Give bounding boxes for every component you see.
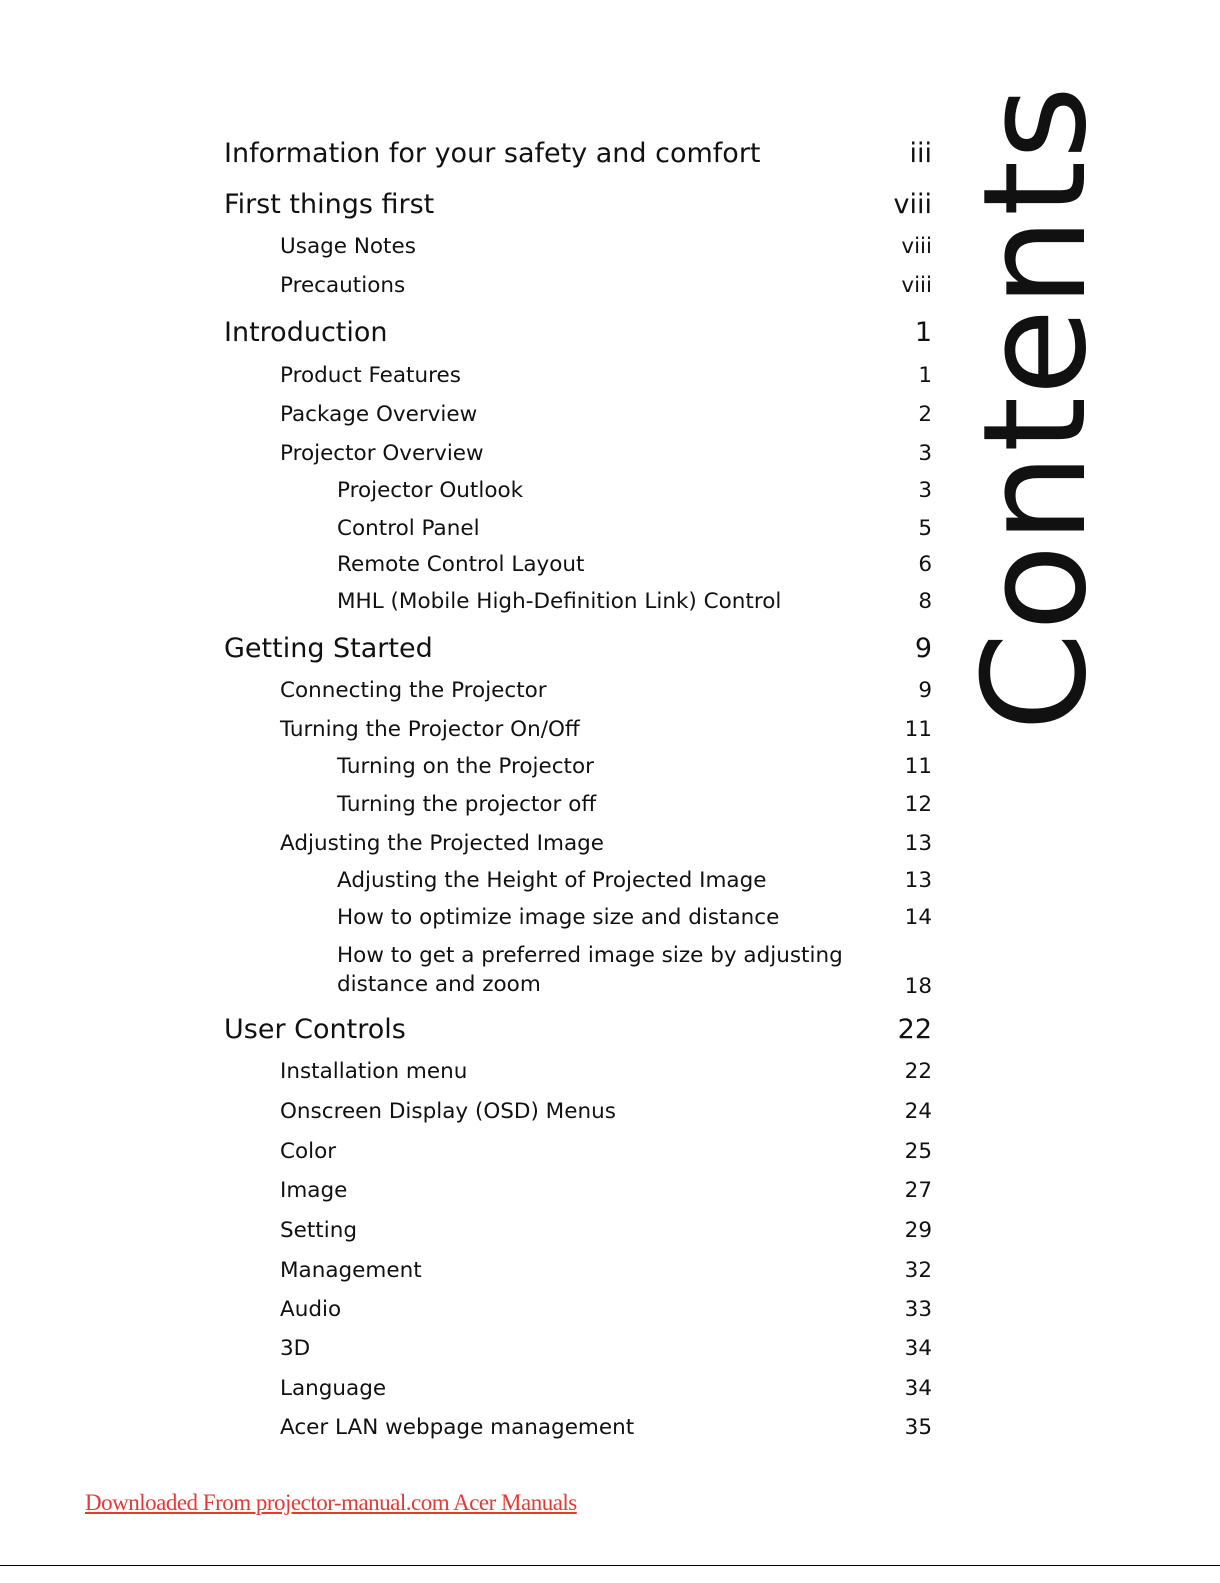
toc-entry-level-2[interactable] (280, 1139, 932, 1164)
toc-entry-page: 2 (918, 402, 932, 427)
toc-entry-title: 3D (280, 1336, 311, 1361)
toc-entry-level-2[interactable] (280, 1099, 932, 1124)
toc-entry-page: 34 (904, 1336, 932, 1361)
toc-entry-title: Control Panel (337, 516, 480, 541)
toc-entry-title: User Controls (224, 1014, 406, 1045)
toc-entry-title: Getting Started (224, 633, 433, 664)
toc-entry-page: 9 (914, 633, 932, 664)
toc-entry-page: 5 (918, 516, 932, 541)
toc-entry-page: 3 (918, 441, 932, 466)
toc-entry-level-2[interactable] (280, 1178, 932, 1203)
toc-entry-title: Management (280, 1258, 422, 1283)
toc-entry-level-3[interactable] (337, 868, 932, 893)
toc-entry-page: 3 (918, 478, 932, 503)
toc-entry-level-1[interactable] (224, 138, 932, 169)
toc-entry-page: iii (909, 138, 932, 169)
toc-entry-level-2[interactable] (280, 1376, 932, 1401)
toc-entry-level-2[interactable] (280, 273, 932, 298)
toc-entry-page: viii (901, 273, 932, 298)
toc-entry-title: Projector Overview (280, 441, 484, 466)
toc-entry-level-3[interactable] (337, 589, 932, 614)
toc-entry-level-2[interactable] (280, 1297, 932, 1322)
toc-entry-page: 27 (904, 1178, 932, 1203)
toc-entry-level-2[interactable] (280, 1336, 932, 1361)
toc-entry-level-3[interactable] (337, 792, 932, 817)
toc-entry-title: Language (280, 1376, 387, 1401)
toc-entry-level-3[interactable] (337, 516, 932, 541)
toc-entry-page: 12 (904, 792, 932, 817)
toc-entry-page: 24 (904, 1099, 932, 1124)
toc-entry-page: 22 (897, 1014, 932, 1045)
toc-entry-page: 32 (904, 1258, 932, 1283)
toc-entry-title: Onscreen Display (OSD) Menus (280, 1099, 616, 1124)
toc-entry-title: Introduction (224, 317, 388, 348)
contents-side-title: Contents (953, 84, 1118, 732)
toc-entry-level-2[interactable] (280, 1258, 932, 1283)
toc-entry-level-2[interactable] (280, 678, 932, 703)
toc-entry-page: 11 (904, 754, 932, 779)
toc-entry-title: Audio (280, 1297, 342, 1322)
toc-entry-title: Installation menu (280, 1059, 468, 1084)
toc-entry-title: Remote Control Layout (337, 552, 585, 577)
toc-entry-page: 22 (904, 1059, 932, 1084)
toc-entry-title: First things first (224, 189, 435, 220)
toc-entry-page: 18 (904, 974, 932, 999)
toc-entry-title: How to optimize image size and distance (337, 905, 780, 930)
toc-entry-level-2[interactable] (280, 402, 932, 427)
toc-entry-level-3[interactable] (337, 552, 932, 577)
toc-entry-page: 33 (904, 1297, 932, 1322)
toc-entry-level-3[interactable] (337, 754, 932, 779)
toc-entry-level-2[interactable] (280, 1218, 932, 1243)
toc-entry-title: Projector Outlook (337, 478, 524, 503)
toc-entry-title: Color (280, 1139, 337, 1164)
toc-entry-page: 35 (904, 1415, 932, 1440)
toc-entry-title: Adjusting the Projected Image (280, 831, 605, 856)
toc-entry-page: 25 (904, 1139, 932, 1164)
toc-entry-page: viii (901, 234, 932, 259)
toc-entry-page: 6 (918, 552, 932, 577)
bottom-divider (0, 1565, 1220, 1566)
toc-entry-page: viii (893, 189, 932, 220)
toc-entry-page: 11 (904, 717, 932, 742)
toc-entry-title: Adjusting the Height of Projected Image (337, 868, 767, 893)
toc-entry-level-1[interactable] (224, 1014, 932, 1045)
toc-entry-level-3[interactable] (337, 478, 932, 503)
toc-entry-title: Connecting the Projector (280, 678, 547, 703)
toc-entry-title: Turning the Projector On/Off (280, 717, 580, 742)
toc-entry-title: Precautions (280, 273, 406, 298)
toc-entry-title: Usage Notes (280, 234, 416, 259)
toc-entry-page: 29 (904, 1218, 932, 1243)
toc-entry-title: Product Features (280, 363, 461, 388)
toc-entry-page: 13 (904, 831, 932, 856)
toc-entry-title: Setting (280, 1218, 357, 1243)
toc-entry-level-1[interactable] (224, 633, 932, 664)
toc-entry-level-2[interactable] (280, 831, 932, 856)
toc-entry-level-2[interactable] (280, 717, 932, 742)
toc-entry-page: 14 (904, 905, 932, 930)
toc-entry-title: Turning on the Projector (337, 754, 594, 779)
toc-entry-page: 9 (918, 678, 932, 703)
toc-entry-page: 1 (918, 363, 932, 388)
toc-entry-level-2[interactable] (280, 234, 932, 259)
download-source-link[interactable]: Downloaded From projector-manual.com Acer Manuals (85, 1490, 577, 1515)
toc-entry-title: MHL (Mobile High-Definition Link) Control (337, 589, 782, 614)
toc-entry-title: Package Overview (280, 402, 478, 427)
toc-entry-title: How to get a preferred image size by adjusting distance and zoom (337, 943, 843, 997)
toc-entry-page: 1 (914, 317, 932, 348)
toc-entry-level-1[interactable] (224, 189, 932, 220)
toc-entry-page: 13 (904, 868, 932, 893)
toc-entry-page: 34 (904, 1376, 932, 1401)
toc-entry-level-2[interactable] (280, 441, 932, 466)
toc-entry-title: Turning the projector off (337, 792, 597, 817)
toc-entry-level-2[interactable] (280, 363, 932, 388)
toc-entry-page: 8 (918, 589, 932, 614)
toc-entry-title: Information for your safety and comfort (224, 138, 761, 169)
toc-entry-level-2[interactable] (280, 1059, 932, 1084)
toc-entry-level-3[interactable] (337, 905, 932, 930)
toc-entry-title: Image (280, 1178, 348, 1203)
toc-entry-level-2[interactable] (280, 1415, 932, 1440)
toc-entry-title: Acer LAN webpage management (280, 1415, 635, 1440)
toc-entry-level-3[interactable] (337, 941, 932, 999)
toc-entry-level-1[interactable] (224, 317, 932, 348)
